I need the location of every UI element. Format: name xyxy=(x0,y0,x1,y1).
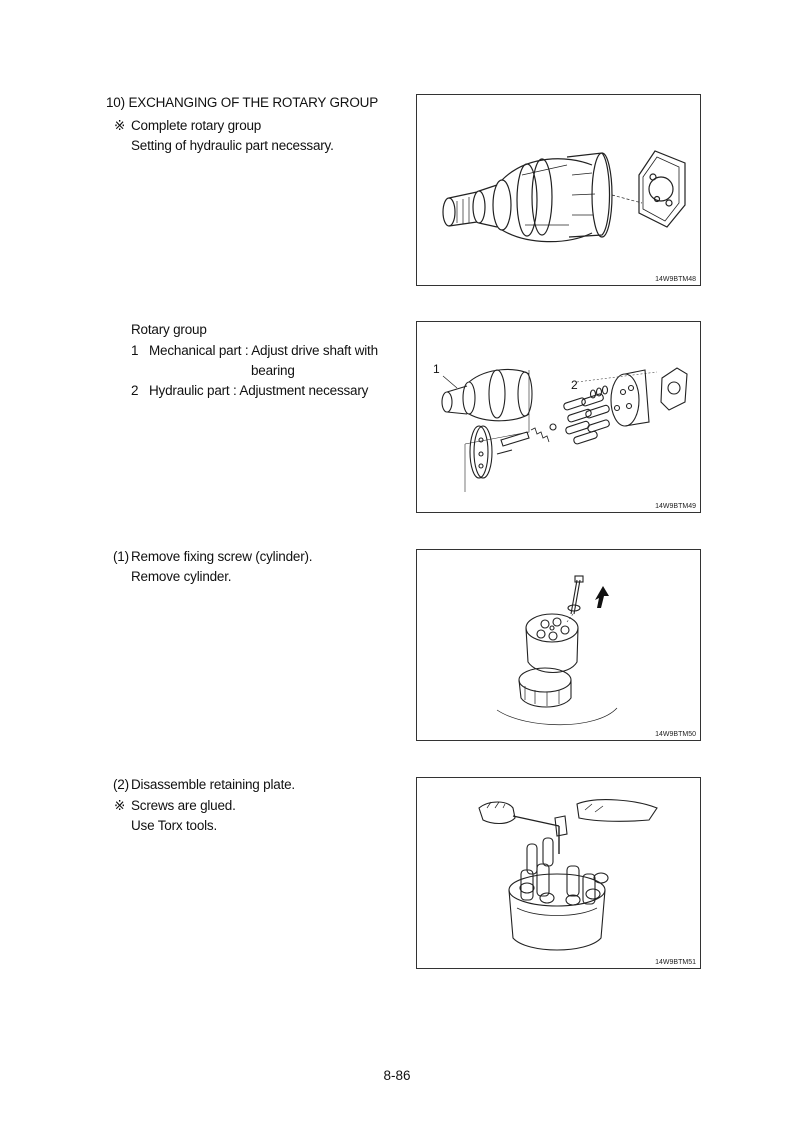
list-item-text-cont: bearing xyxy=(251,363,295,378)
list-item-text: Hydraulic part : Adjustment necessary xyxy=(149,383,369,398)
note-line: Setting of hydraulic part necessary. xyxy=(131,138,334,153)
step-text: Disassemble retaining plate. xyxy=(131,777,295,792)
list-item-text: Mechanical part : Adjust drive shaft with xyxy=(149,343,378,358)
figure-rotary-group-exploded xyxy=(416,321,701,513)
figure-remove-cylinder xyxy=(416,549,701,741)
step-number: (1) xyxy=(113,549,129,564)
step-text: Screws are glued. xyxy=(131,798,236,813)
figure-rotary-group-assembly xyxy=(416,94,701,286)
figure-code: 14W9BTM48 xyxy=(655,276,696,283)
callout-1: 1 xyxy=(433,362,440,376)
step-number: (2) xyxy=(113,777,129,792)
note-mark: ※ xyxy=(114,798,126,813)
rotary-group-heading: Rotary group xyxy=(131,322,207,337)
figure-retaining-plate xyxy=(416,777,701,969)
rotary-group-drawing xyxy=(417,95,700,285)
note-line: Complete rotary group xyxy=(131,118,262,133)
exploded-view-drawing xyxy=(417,322,700,512)
note-mark: ※ xyxy=(114,118,126,133)
step-text: Remove fixing screw (cylinder). xyxy=(131,549,313,564)
step-text: Remove cylinder. xyxy=(131,569,232,584)
list-item-number: 1 xyxy=(131,343,139,358)
remove-cylinder-drawing xyxy=(417,550,700,740)
figure-code: 14W9BTM49 xyxy=(655,503,696,510)
figure-code: 14W9BTM51 xyxy=(655,959,696,966)
section-title: 10) EXCHANGING OF THE ROTARY GROUP xyxy=(106,95,379,110)
callout-2: 2 xyxy=(571,378,578,392)
list-item-number: 2 xyxy=(131,383,139,398)
retaining-plate-drawing xyxy=(417,778,700,968)
figure-code: 14W9BTM50 xyxy=(655,731,696,738)
page-number: 8-86 xyxy=(383,1068,411,1083)
step-text: Use Torx tools. xyxy=(131,818,218,833)
